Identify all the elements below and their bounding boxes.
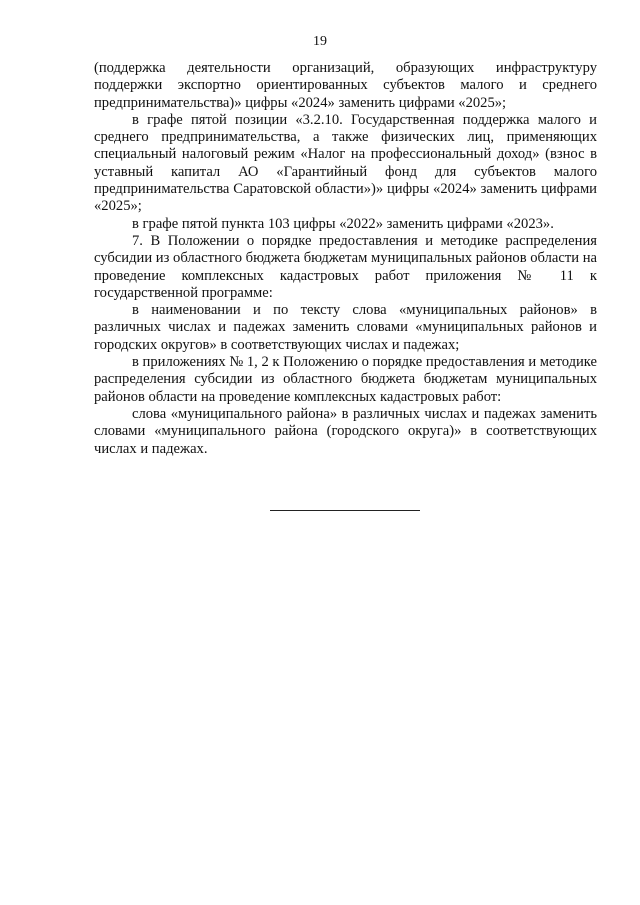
page-number: 19	[313, 34, 327, 49]
end-separator-line	[270, 510, 420, 511]
paragraph-position-3-2-10: в графе пятой позиции «3.2.10. Государственная поддержка малого и среднего предпринимательства, а также физических лиц, применяющих специальный налоговый режим «Налог на профессиональный доход» (взнос в уставный капитал АО «Гарантийный фонд для субъектов малого предпринимательства Саратовской области»)» цифры «2024» заменить цифрами «2025»;	[94, 111, 597, 215]
paragraph-appendices: в приложениях № 1, 2 к Положению о порядке предоставления и методике распределения субсидии из областного бюджета бюджетам муниципальных районов области на проведение комплексных кадастровых работ:	[94, 354, 598, 405]
paragraph-continuation: (поддержка деятельности организаций, образующих инфраструктуру поддержки экспортно ориентированных субъектов малого и среднего предпринимательства)» цифры «2024» заменить цифрами «2025»;	[94, 60, 597, 111]
paragraph-word-replacement: слова «муниципального района» в различных числах и падежах заменить словами «муниципального района (городского округа)» в соответствующих числах и падежах.	[94, 405, 597, 457]
paragraph-section-7: 7. В Положении о порядке предоставления и методике распределения субсидии из областного бюджета бюджетам муниципальных районов области на проведение комплексных кадастровых работ приложения № 11 к государственной программе:	[94, 232, 597, 301]
document-body	[94, 60, 597, 458]
paragraph-item-103: в графе пятой пункта 103 цифры «2022» заменить цифрами «2023».	[132, 215, 554, 232]
paragraph-title-replacement: в наименовании и по тексту слова «муниципальных районов» в различных числах и падежах заменить словами «муниципальных районов и городских округов» в соответствующих числах и падежах;	[94, 302, 597, 353]
